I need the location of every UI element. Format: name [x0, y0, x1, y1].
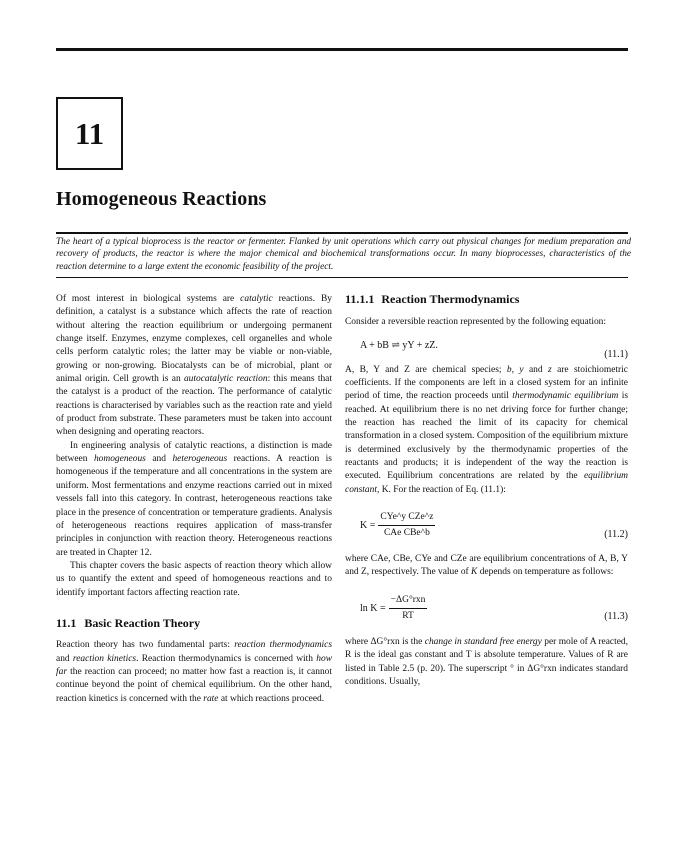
- subsection-heading: 11.1.1 Reaction Thermodynamics: [345, 292, 520, 306]
- paragraph: Reaction theory has two fundamental parts: reaction thermodynamics and reaction kinetics. Reaction thermodynamics is concerned with how far the reaction can proceed; no matter how fast a reaction is, it cannot continue beyond the point of chemical equilibrium. On the other hand, reaction kinetics is concerned with the rate at which reactions proceed.: [56, 640, 332, 704]
- equation-11-1: A + bB ⇌ yY + zZ. (11.1): [360, 339, 628, 361]
- chapter-number: 11: [74, 115, 105, 151]
- equation-11-3: ln K = $\frac{\text{−ΔG°rxn}}{RT}$ (11.3): [360, 594, 628, 623]
- left-column: [56, 293, 332, 706]
- paragraph: A, B, Y and Z are chemical species; b, y and z are stoichiometric coefficients. If the components are left in a closed system for an infinite period of time, the reaction proceeds until thermodynamic equilibrium is reached. At equilibrium there is no net driving force for further change; the reaction has reached the limit of its capacity for chemical transformation in a closed system. Composition of the equilibrium mixture is determined exclusively by the thermodynamic properties of the reactants and products; it is independent of the way the reaction is executed. Equilibrium concentrations are related by the equilibrium constant, K. For the reaction of Eq. (11.1):: [345, 364, 628, 495]
- right-column: [345, 293, 628, 689]
- paragraph: This chapter covers the basic aspects of reaction theory which allow us to quantify the extent and speed of homogeneous reactions and to identify important factors affecting reaction rate.: [56, 560, 332, 598]
- paragraph: where ΔG°rxn is the change in standard free energy per mole of A reacted, R is the ideal gas constant and T is absolute temperature. Values of R are listed in Table 2.5 (p. 20). The superscript ° in ΔG°rxn indicates standard conditions. Usually,: [345, 636, 629, 687]
- paragraph: where CAe, CBe, CYe and CZe are equilibrium concentrations of A, B, Y and Z, respectively. The value of K depends on temperature as follows:: [345, 554, 628, 578]
- equation-number: (11.1): [604, 349, 628, 361]
- paragraph: Of most interest in biological systems are catalytic reactions. By definition, a catalyst is a substance which affects the rate of reaction without altering the reaction equilibrium or undergoing permanent change itself. Enzymes, enzyme complexes, cell organelles and whole cells perform catalytic roles; the latter may be viable or non-viable, growing or non-growing. Biocatalysts can be of microbial, plant or animal origin. Cell growth is an autocatalytic reaction: this means that the catalyst is a product of the reaction. The performance of catalytic reactions is characterised by variables such as the reaction rate and yield of product from substrate. These parameters must be taken into account when designing and operating reactors.: [56, 294, 332, 438]
- chapter-title: Homogeneous Reactions: [56, 188, 267, 210]
- chapter-abstract: The heart of a typical bioprocess is the reactor or fermenter. Flanked by unit operations which carry out physical changes for medium preparation and recovery of products, the reactor is where the major chemical and biochemical transformations occur. In many bioprocesses, characteristics of the reaction determine to a large extent the economic feasibility of the project.: [56, 237, 631, 272]
- paragraph: Consider a reversible reaction represented by the following equation:: [345, 317, 607, 328]
- abstract-rule: [56, 277, 628, 278]
- paragraph: In engineering analysis of catalytic reactions, a distinction is made between homogeneous and heterogeneous reactions. A reaction is homogeneous if the temperature and all concentrations in the system are uniform. Most fermentations and enzyme reactions carried out in mixed vessels fall into this category. In contrast, heterogeneous reactions take place in the presence of concentration or temperature gradients. Analysis of heterogeneous reactions requires application of mass-transfer principles in conjunction with reaction theory. Heterogeneous reactions are treated in Chapter 12.: [56, 440, 332, 558]
- equation-number: (11.2): [604, 528, 628, 540]
- header-rule: [56, 48, 628, 51]
- equation-11-2: K = $\frac{\text{CYe\textasciicircum{}y CZe\textasciicircum{}z}}{\text{CAe CBe\textasciicircum{}b}}$ (11.2): [360, 512, 628, 540]
- equation-number: (11.3): [604, 611, 628, 623]
- chapter-number-box: [56, 97, 123, 170]
- title-rule: [56, 232, 628, 234]
- section-heading: 11.1 Basic Reaction Theory: [56, 615, 201, 630]
